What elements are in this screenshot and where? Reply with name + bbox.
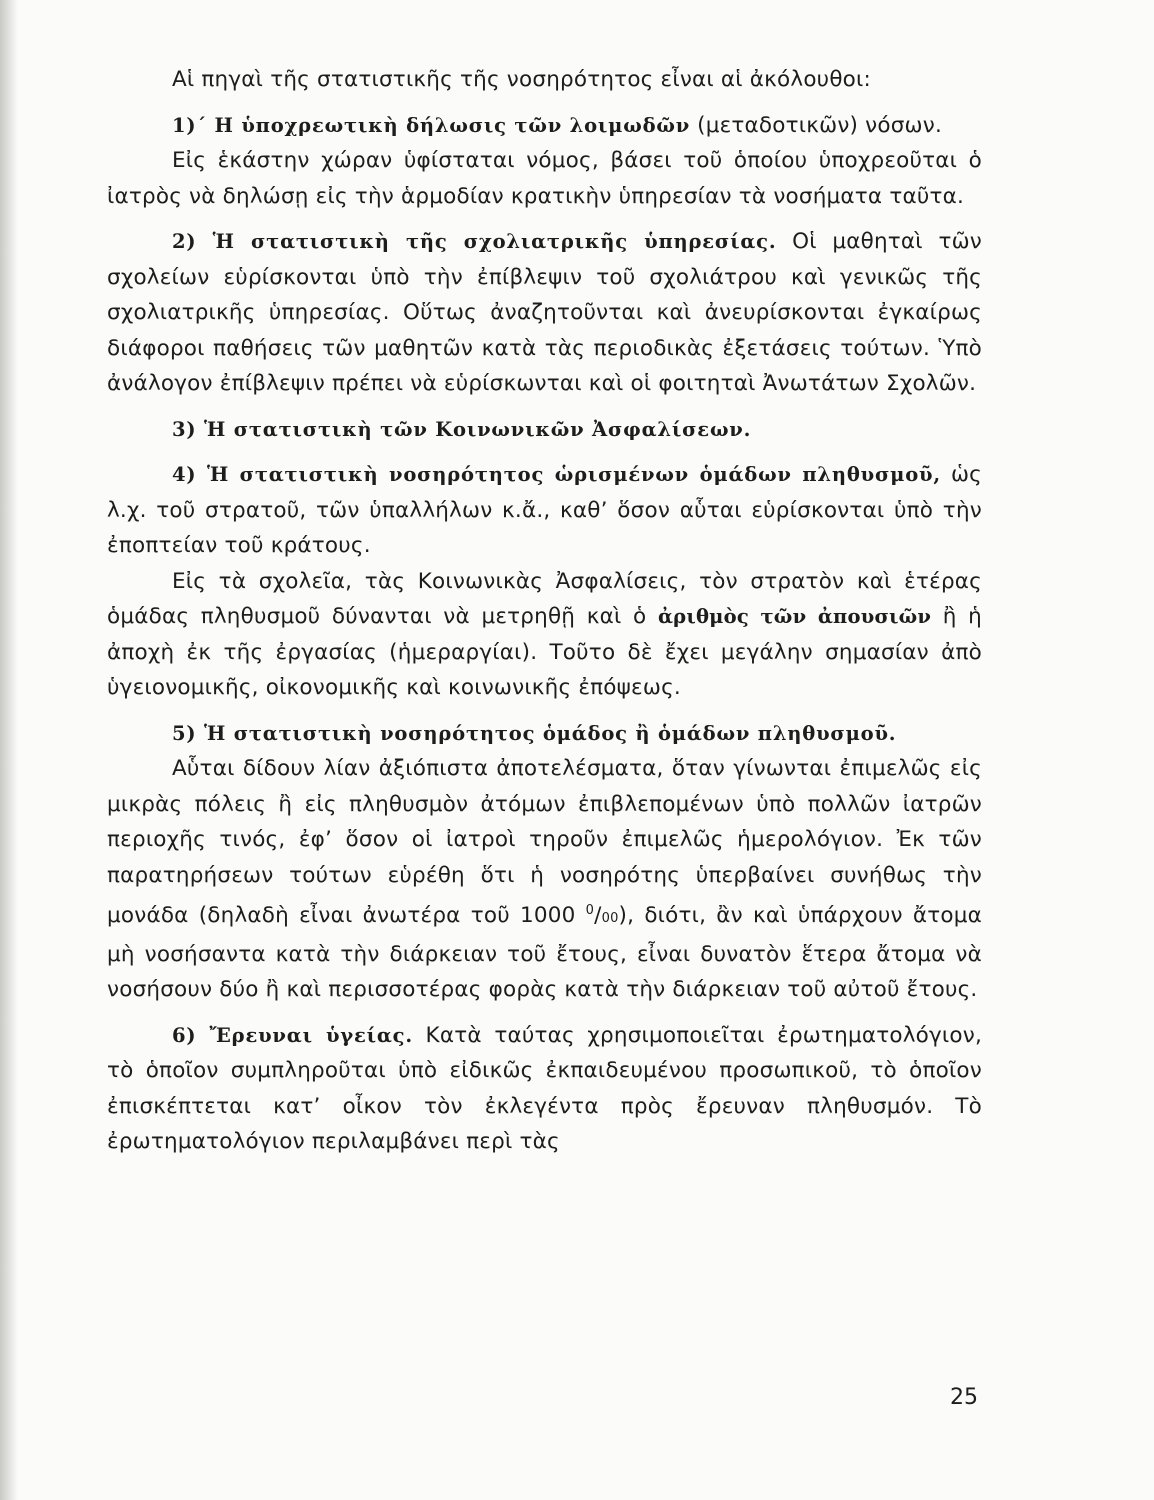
section-5-paragraph-pre: Αὗται δίδουν λίαν ἀξιόπιστα ἀποτελέσματα, ὅταν γίνωνται ἐπιμελῶς εἰς μικρὰς πόλεις ἢ εἰς πληθυσμὸν ἀτόμων ἐπιβλεπομένων ὑπὸ πολλῶν ἰατρῶν περιοχῆς τινός, ἐφ’ ὅσον οἱ ἰατροὶ τηροῦν ἐπιμελῶς ἡμερολόγιον. Ἐκ τῶν παρατηρήσεων τούτων εὑρέθη ὅτι ἡ νοσηρότης ὑπερβαίνει συνήθως τὴν μονάδα (δηλαδὴ εἶναι ἀνωτέρα τοῦ 1000 [107, 756, 982, 929]
section-6-heading: 6) Ἔρευναι ὑγείας. [172, 1023, 413, 1047]
section-1-paragraph [107, 143, 982, 214]
section-4-emphasis: ἀριθμὸς τῶν ἀπουσιῶν [657, 605, 932, 628]
section-3-heading: 3) Ἡ στατιστικὴ τῶν Κοινωνικῶν Ἀσφαλίσεων. [172, 417, 752, 441]
permille-sup: 0 [585, 903, 595, 918]
section-2-heading: 2) Ἡ στατιστικὴ τῆς σχολιατρικῆς ὑπηρεσίας. [172, 230, 777, 253]
section-5-heading: 5) Ἡ στατιστικὴ νοσηρότητος ὁμάδος ἢ ὁμάδων πληθυσμοῦ. [172, 721, 897, 745]
page-number: 25 [950, 1385, 978, 1410]
intro-paragraph [107, 62, 982, 98]
section-4-paragraph-pre: Εἰς τὰ σχολεῖα, τὰς Κοινωνικὰς Ἀσφαλίσεις, τὸν στρατὸν καὶ ἑτέρας ὁμάδας πληθυσμοῦ δύνανται νὰ μετρηθῇ καὶ ὁ [107, 568, 982, 629]
permille-sub: 00 [601, 911, 619, 927]
section-5 [107, 716, 982, 752]
section-5-paragraph-post: ), διότι, ἂν καὶ ὑπάρχουν ἄτομα μὴ νοσήσαντα κατὰ τὴν διάρκειαν τοῦ ἔτους, εἶναι δυνατὸν ἕτερα ἄτομα νὰ νοσήσουν δύο ἢ καὶ περισσοτέρας φορὰς κατὰ τὴν διάρκειαν τοῦ αὐτοῦ ἔτους. [107, 903, 982, 1003]
section-5-paragraph [107, 751, 982, 1008]
section-4-paragraph [107, 564, 982, 706]
section-1 [107, 108, 982, 144]
section-2 [107, 224, 982, 402]
binding-shadow [0, 0, 18, 1500]
intro-text: Αἱ πηγαὶ τῆς στατιστικῆς τῆς νοσηρότητος εἶναι αἱ ἀκόλουθοι: [172, 67, 871, 92]
section-1-paragraph-text: Εἰς ἑκάστην χώραν ὑφίσταται νόμος, βάσει τοῦ ὁποίου ὑποχρεοῦται ὁ ἰατρὸς νὰ δηλώσῃ εἰς τὴν ἁρμοδίαν κρατικὴν ὑπηρεσίαν τὰ νοσήματα ταῦτα. [107, 148, 982, 209]
section-4-heading: 4) Ἡ στατιστικὴ νοσηρότητος ὡρισμένων ὁμάδων πληθυσμοῦ, [172, 463, 941, 486]
section-4-text: ὡς λ.χ. τοῦ στρατοῦ, τῶν ὑπαλλήλων κ.ἄ., καθ’ ὅσον αὗται εὑρίσκονται ὑπὸ τὴν ἐποπτείαν τοῦ κράτους. [107, 462, 982, 558]
section-1-heading: 1)΄ Η ὑποχρεωτικὴ δήλωσις τῶν λοιμωδῶν [172, 113, 691, 137]
section-3 [107, 412, 982, 448]
section-6 [107, 1018, 982, 1160]
section-4 [107, 457, 982, 564]
permille-slash: / [594, 903, 602, 929]
page-body [107, 62, 982, 1160]
section-1-text: (μεταδοτικῶν) νόσων. [690, 112, 942, 138]
section-4-paragraph-post: ἢ ἡ ἀποχὴ ἐκ τῆς ἐργασίας (ἡμεραργίαι). Τοῦτο δὲ ἔχει μεγάλην σημασίαν ἀπὸ ὑγειονομικῆς, οἰκονομικῆς καὶ κοινωνικῆς ἐπόψεως. [107, 604, 982, 700]
section-2-text: Οἱ μαθηταὶ τῶν σχολείων εὑρίσκονται ὑπὸ τὴν ἐπίβλεψιν τοῦ σχολιάτρου καὶ γενικῶς τῆς σχολιατρικῆς ὑπηρεσίας. Οὕτως ἀναζητοῦνται καὶ ἀνευρίσκονται ἐγκαίρως διάφοροι παθήσεις τῶν μαθητῶν κατὰ τὰς περιοδικὰς ἐξετάσεις τούτων. Ὑπὸ ἀνάλογον ἐπίβλεψιν πρέπει νὰ εὑρίσκωνται καὶ οἱ φοιτηταὶ Ἀνωτάτων Σχολῶν. [107, 229, 983, 396]
section-6-text: Κατὰ ταύτας χρησιμοποιεῖται ἐρωτηματολόγιον, τὸ ὁποῖον συμπληροῦται ὑπὸ εἰδικῶς ἐκπαιδευμένου προσωπικοῦ, τὸ ὁποῖον ἐπισκέπτεται κατ’ οἶκον τὸν ἐκλεγέντα πρὸς ἔρευναν πληθυσμόν. Τὸ ἐρωτηματολόγιον περιλαμβάνει περὶ τὰς [107, 1022, 982, 1155]
